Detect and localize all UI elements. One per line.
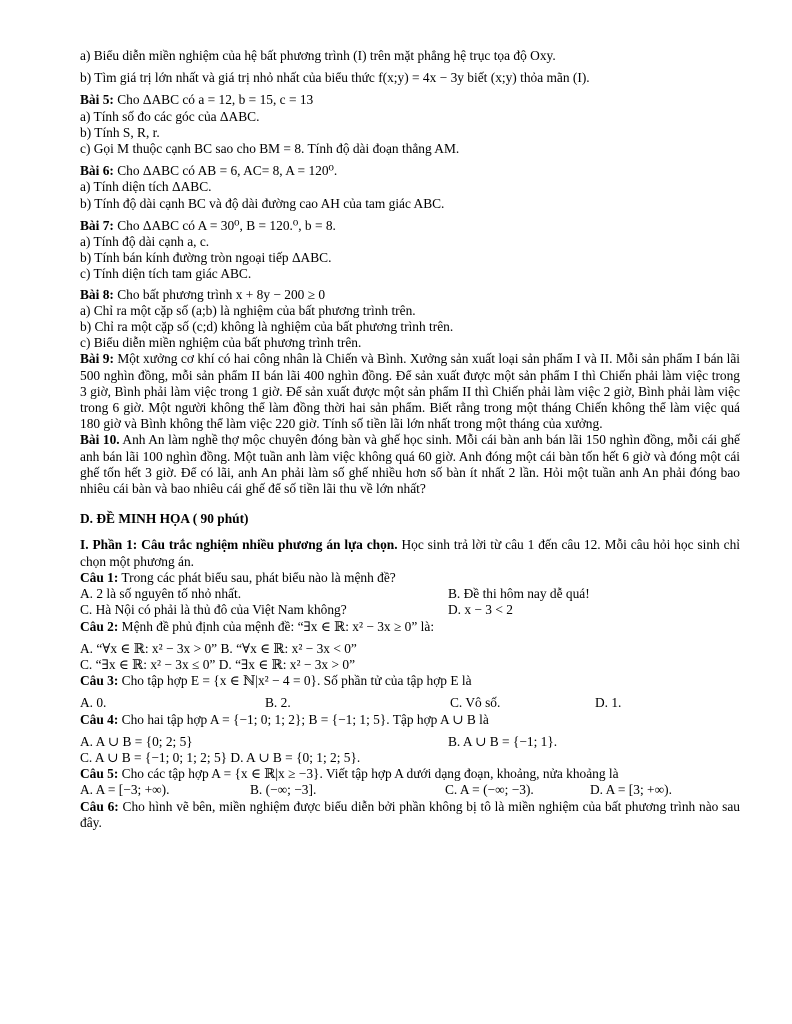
bai7-title: Bài 7: (80, 217, 114, 233)
cau3-title: Câu 3: (80, 673, 119, 689)
bai5-item-a: a) Tính số đo các góc của ΔABC. (80, 108, 260, 124)
cau5-option-c: C. A = (−∞; −3). (445, 782, 534, 798)
bai10-title: Bài 10. (80, 432, 120, 448)
bai9-title: Bài 9: (80, 351, 114, 367)
cau4-options-ab (80, 734, 740, 750)
line-a-bieu-dien: a) Biểu diễn miền nghiệm của hệ bất phương trình (I) trên mặt phẳng hệ trục tọa độ Oxy. (80, 48, 556, 63)
bai7-item-a: a) Tính độ dài cạnh a, c. (80, 234, 210, 250)
bai6-heading (80, 163, 740, 179)
bai5-heading (80, 92, 740, 108)
cau1-option-a: A. 2 là số nguyên tố nhỏ nhất. (80, 586, 242, 602)
cau1-options-ab (80, 586, 740, 602)
cau5-option-a: A. A = [−3; +∞). (80, 782, 170, 798)
cau1-option-c: C. Hà Nội có phải là thủ đô của Việt Nam không? (80, 602, 347, 618)
cau5-option-d: D. A = [3; +∞). (590, 782, 672, 798)
cau5-options (80, 782, 740, 798)
cau2-options-cd: C. “∃x ∈ ℝ: x² − 3x ≤ 0” D. “∃x ∈ ℝ: x² − 3x > 0” (80, 656, 356, 672)
bai8-item-b: b) Chỉ ra một cặp số (c;d) không là nghiệm của bất phương trình trên. (80, 319, 454, 335)
cau4-option-b: B. A ∪ B = {−1; 1}. (448, 733, 558, 749)
cau1-question (80, 570, 740, 586)
bai7-item-c: c) Tính diện tích tam giác ABC. (80, 266, 252, 282)
line-b-tim-gtln: b) Tìm giá trị lớn nhất và giá trị nhỏ nhất của biểu thức f(x;y) = 4x − 3y biết (x;y) thỏa mãn (I). (80, 70, 590, 86)
cau6-text: Cho hình vẽ bên, miền nghiệm được biểu diễn bởi phần không bị tô là miền nghiệm của bất phương trình nào sau đây. (80, 798, 740, 830)
section-d-heading: D. ĐỀ MINH HỌA ( 90 phút) (80, 511, 249, 527)
bai8-item-c: c) Biểu diễn miền nghiệm của bất phương trình trên. (80, 335, 362, 351)
cau4-text: Cho hai tập hợp A = {−1; 0; 1; 2}; B = {−1; 1; 5}. Tập hợp A ∪ B là (118, 711, 489, 727)
cau1-title: Câu 1: (80, 569, 119, 585)
cau3-option-c: C. Vô số. (450, 695, 501, 711)
cau6-title: Câu 6: (80, 798, 119, 814)
cau6-question (80, 799, 740, 831)
cau3-option-a: A. 0. (80, 695, 107, 711)
cau5-title: Câu 5: (80, 766, 119, 782)
part1-text: Học sinh trả lời từ câu 1 đến câu 12. Mỗi câu hỏi học sinh chỉ chọn một phương án. (80, 537, 740, 569)
cau4-options-cd: C. A ∪ B = {−1; 0; 1; 2; 5} D. A ∪ B = {0; 1; 2; 5}. (80, 749, 361, 765)
part1-title: I. Phần 1: Câu trắc nghiệm nhiều phương án lựa chọn. (80, 537, 398, 553)
bai6-title: Bài 6: (80, 163, 114, 179)
bai9-paragraph (80, 351, 740, 432)
cau4-question (80, 712, 740, 728)
cau3-option-b: B. 2. (265, 695, 291, 711)
cau5-option-b: B. (−∞; −3]. (250, 782, 317, 798)
cau4-option-a: A. A ∪ B = {0; 2; 5} (80, 733, 193, 749)
cau3-options (80, 695, 740, 711)
part1-paragraph (80, 537, 740, 569)
document-page (80, 48, 740, 831)
bai10-paragraph (80, 432, 740, 497)
bai10-text: Anh An làm nghề thợ mộc chuyên đóng bàn và ghế học sinh. Mỗi cái bàn anh bán lãi 150 nghìn đồng, mỗi cái ghế anh bán lãi 100 nghìn đồng. Một tuần anh làm việc không quá 60 giờ. Anh đóng một cái bàn tốn hết 6 giờ và đóng một cái ghế tốn hết 3 giờ. Để có lãi, anh An phải làm số ghế nhiều hơn số bàn ít nhất 2 lần. Hỏi một tuần anh An phải đóng bao nhiêu cái bàn và bao nhiêu cái ghế để số tiền lãi thu về lớn nhất? (80, 432, 740, 497)
cau1-option-b: B. Đề thi hôm nay dễ quá! (448, 586, 590, 602)
cau1-text: Trong các phát biểu sau, phát biểu nào là mệnh đề? (118, 569, 396, 585)
cau3-option-d: D. 1. (595, 695, 622, 711)
bai6-item-a: a) Tính diện tích ΔABC. (80, 179, 212, 195)
bai8-heading (80, 287, 740, 303)
bai8-title: Bài 8: (80, 286, 114, 302)
bai7-heading (80, 218, 740, 234)
cau3-text: Cho tập hợp E = {x ∈ ℕ|x² − 4 = 0}. Số phần tử của tập hợp E là (118, 673, 472, 689)
bai8-text: Cho bất phương trình x + 8y − 200 ≥ 0 (113, 286, 326, 302)
cau5-question (80, 766, 740, 782)
cau2-options-ab: A. “∀x ∈ ℝ: x² − 3x > 0” B. “∀x ∈ ℝ: x² − 3x < 0” (80, 640, 357, 656)
cau1-options-cd (80, 602, 740, 618)
cau5-text: Cho các tập hợp A = {x ∈ ℝ|x ≥ −3}. Viết tập hợp A dưới dạng đoạn, khoảng, nửa khoảng là (118, 766, 619, 782)
bai6-text: Cho ΔABC có AB = 6, AC= 8, A = 120⁰. (113, 163, 338, 179)
cau4-title: Câu 4: (80, 711, 119, 727)
cau2-question (80, 619, 740, 635)
bai9-text: Một xưởng cơ khí có hai công nhân là Chiến và Bình. Xưởng sản xuất loại sản phẩm I và II. Mỗi sản phẩm I bán lãi 500 nghìn đồng, mỗi sản phẩm II bán lãi 400 nghìn đồng. Để sản xuất được một sản phẩm I thì Chiến phải làm việc trong 3 giờ, Bình phải làm việc trong 1 giờ. Để sản xuất được một sản phẩm II thì Chiến phải làm việc 2 giờ, Bình phải làm việc trong 6 giờ. Một người không thể làm đồng thời hai sản phẩm. Biết rằng trong một tháng Chiến không thể làm việc quá 180 giờ và Bình không thể làm việc 220 giờ. Tính số tiền lãi lớn nhất trong một tháng của xưởng. (80, 351, 740, 432)
bai5-text: Cho ΔABC có a = 12, b = 15, c = 13 (113, 92, 314, 108)
cau3-question (80, 673, 740, 689)
bai5-title: Bài 5: (80, 92, 114, 108)
bai7-text: Cho ΔABC có A = 30⁰, B = 120.⁰, b = 8. (113, 217, 336, 233)
bai6-item-b: b) Tính độ dài cạnh BC và độ dài đường cao AH của tam giác ABC. (80, 195, 445, 211)
cau1-option-d: D. x − 3 < 2 (448, 602, 513, 618)
bai5-item-b: b) Tính S, R, r. (80, 124, 160, 140)
bai5-item-c: c) Gọi M thuộc cạnh BC sao cho BM = 8. Tính độ dài đoạn thẳng AM. (80, 141, 460, 157)
bai8-item-a: a) Chỉ ra một cặp số (a;b) là nghiệm của bất phương trình trên. (80, 302, 416, 318)
bai7-item-b: b) Tính bán kính đường tròn ngoại tiếp ΔABC. (80, 250, 332, 266)
cau2-title: Câu 2: (80, 618, 119, 634)
cau2-text: Mệnh đề phủ định của mệnh đề: “∃x ∈ ℝ: x² − 3x ≥ 0” là: (118, 618, 435, 634)
